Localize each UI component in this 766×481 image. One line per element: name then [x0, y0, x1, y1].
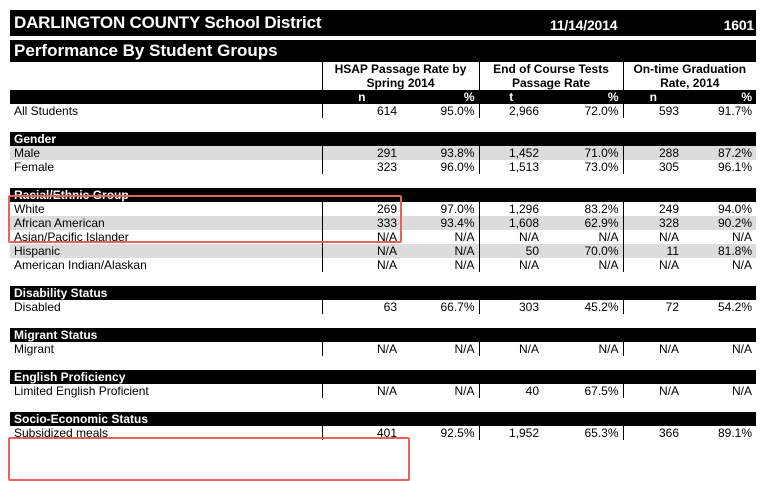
grad-pct: 94.0% — [718, 202, 753, 216]
grad-n: N/A — [623, 258, 683, 272]
eoc-pct: 73.0% — [584, 160, 619, 174]
eoc-t: N/A — [479, 342, 543, 356]
column-header-row-2 — [10, 76, 756, 90]
grad-pct: N/A — [732, 258, 753, 272]
eoc-t-label: t — [479, 90, 543, 104]
grad-pct-label: % — [683, 90, 756, 104]
grad-n: 593 — [623, 104, 683, 118]
section-header-english — [10, 370, 756, 384]
hsap-n: 291 — [322, 146, 401, 160]
spacer-row — [10, 272, 756, 286]
grad-pct: N/A — [732, 384, 753, 398]
row-label: Hispanic — [10, 244, 322, 258]
grad-pct: 81.8% — [683, 244, 756, 258]
eoc-t: 1,296 — [479, 202, 543, 216]
hsap-pct: N/A — [401, 244, 479, 258]
row-label: Subsidized meals — [14, 426, 109, 440]
district-name: DARLINGTON COUNTY School District — [14, 13, 322, 32]
row-label: Asian/Pacific Islander — [14, 230, 129, 244]
grad-n: N/A — [623, 230, 683, 244]
eoc-t: 1,452 — [479, 146, 543, 160]
grad-n: 72 — [623, 300, 683, 314]
row-label: American Indian/Alaskan — [14, 258, 147, 272]
hsap-n: 269 — [322, 202, 401, 216]
section-title: Gender — [10, 132, 756, 146]
hsap-pct: 96.0% — [440, 160, 475, 174]
hsap-pct: 95.0% — [440, 104, 475, 118]
eoc-t: 1,513 — [479, 160, 543, 174]
grad-n: N/A — [623, 384, 683, 398]
hsap-pct: 93.8% — [401, 146, 479, 160]
eoc-t: 50 — [479, 244, 543, 258]
section-title: Migrant Status — [10, 328, 756, 342]
grad-pct: 91.7% — [718, 104, 753, 118]
hsap-pct: 92.5% — [440, 426, 475, 440]
eoc-pct: N/A — [598, 230, 619, 244]
row-label: Male — [10, 146, 322, 160]
row-label: All Students — [14, 104, 79, 118]
eoc-t: 2,966 — [479, 104, 543, 118]
eoc-t: 1,608 — [479, 216, 543, 230]
report-date: 11/14/2014 — [550, 17, 618, 33]
section-title: Socio-Economic Status — [10, 412, 756, 426]
highlight-box-ses — [8, 437, 410, 481]
section-title: Racial/Ethnic Group — [10, 188, 756, 202]
table-row — [10, 300, 756, 314]
performance-table — [10, 62, 756, 440]
sections-body — [10, 118, 756, 440]
hsap-pct: N/A — [454, 230, 475, 244]
hsap-pct: N/A — [454, 342, 475, 356]
hsap-n: 323 — [322, 160, 401, 174]
eoc-t: N/A — [479, 258, 543, 272]
hsap-n: N/A — [322, 342, 401, 356]
table-row — [10, 104, 756, 118]
column-subheader-row — [10, 90, 756, 104]
row-label: White — [14, 202, 45, 216]
column-header-row-1 — [10, 62, 756, 76]
hsap-n: N/A — [322, 384, 401, 398]
section-header-migrant — [10, 328, 756, 342]
hsap-pct: 66.7% — [440, 300, 475, 314]
grad-pct: 54.2% — [718, 300, 753, 314]
table-row — [10, 342, 756, 356]
eoc-pct-label: % — [543, 90, 623, 104]
grad-pct: 89.1% — [718, 426, 753, 440]
hsap-pct: 97.0% — [440, 202, 475, 216]
eoc-pct: 72.0% — [584, 104, 619, 118]
row-label: Migrant — [14, 342, 55, 356]
hsap-n: 401 — [322, 426, 401, 440]
row-label: Limited English Proficient — [14, 384, 149, 398]
hsap-header: HSAP Passage Rate by — [322, 62, 479, 76]
table-row — [10, 146, 756, 160]
row-label: Disabled — [14, 300, 61, 314]
hsap-n: N/A — [322, 230, 401, 244]
grad-header-2: Rate, 2014 — [623, 76, 756, 90]
eoc-pct: 71.0% — [543, 146, 623, 160]
spacer-row — [10, 174, 756, 188]
eoc-header: End of Course Tests — [479, 62, 623, 76]
spacer-row — [10, 118, 756, 132]
district-code: 1601 — [723, 17, 754, 33]
hsap-n: 63 — [322, 300, 401, 314]
grad-pct: 87.2% — [683, 146, 756, 160]
grad-pct: 90.2% — [683, 216, 756, 230]
eoc-pct: N/A — [598, 342, 619, 356]
highlight-box-race — [8, 195, 402, 243]
section-header-disability — [10, 286, 756, 300]
eoc-t: 303 — [479, 300, 543, 314]
hsap-pct: N/A — [454, 258, 475, 272]
eoc-pct: 67.5% — [584, 384, 619, 398]
spacer-row — [10, 356, 756, 370]
grad-pct: 96.1% — [718, 160, 753, 174]
hsap-pct-label: % — [401, 90, 479, 104]
grad-n: 328 — [623, 216, 683, 230]
eoc-pct: N/A — [598, 258, 619, 272]
row-label: African American — [10, 216, 322, 230]
spacer-row — [10, 314, 756, 328]
grad-n: 249 — [623, 202, 683, 216]
eoc-header-2: Passage Rate — [479, 76, 623, 90]
section-title: Disability Status — [10, 286, 756, 300]
table-row — [10, 384, 756, 398]
page-title: Performance By Student Groups — [14, 41, 278, 60]
grad-n-label: n — [623, 90, 683, 104]
spacer-row — [10, 398, 756, 412]
report-page — [10, 10, 756, 440]
eoc-pct: 62.9% — [543, 216, 623, 230]
table-row — [10, 258, 756, 272]
eoc-t: 40 — [479, 384, 543, 398]
subtitle-bar — [10, 39, 756, 62]
row-label: Female — [14, 160, 55, 174]
eoc-pct: 83.2% — [584, 202, 619, 216]
eoc-t: 1,952 — [479, 426, 543, 440]
section-header-ses — [10, 412, 756, 426]
grad-header: On-time Graduation — [623, 62, 756, 76]
hsap-n: N/A — [322, 244, 401, 258]
grad-pct: N/A — [732, 230, 753, 244]
grad-n: 11 — [623, 244, 683, 258]
hsap-n: N/A — [322, 258, 401, 272]
hsap-header-2: Spring 2014 — [322, 76, 479, 90]
grad-n: N/A — [623, 342, 683, 356]
eoc-pct: 45.2% — [584, 300, 619, 314]
hsap-pct: 93.4% — [401, 216, 479, 230]
title-bar — [10, 10, 756, 36]
hsap-pct: N/A — [454, 384, 475, 398]
hsap-n: 614 — [322, 104, 401, 118]
eoc-pct: 65.3% — [584, 426, 619, 440]
table-row — [10, 160, 756, 174]
grad-pct: N/A — [732, 342, 753, 356]
eoc-pct: 70.0% — [543, 244, 623, 258]
hsap-n: 333 — [322, 216, 401, 230]
eoc-t: N/A — [479, 230, 543, 244]
section-title: English Proficiency — [10, 370, 756, 384]
grad-n: 366 — [623, 426, 683, 440]
table-row — [10, 244, 756, 258]
hsap-n-label: n — [322, 90, 401, 104]
grad-n: 288 — [623, 146, 683, 160]
section-header-gender — [10, 132, 756, 146]
grad-n: 305 — [623, 160, 683, 174]
